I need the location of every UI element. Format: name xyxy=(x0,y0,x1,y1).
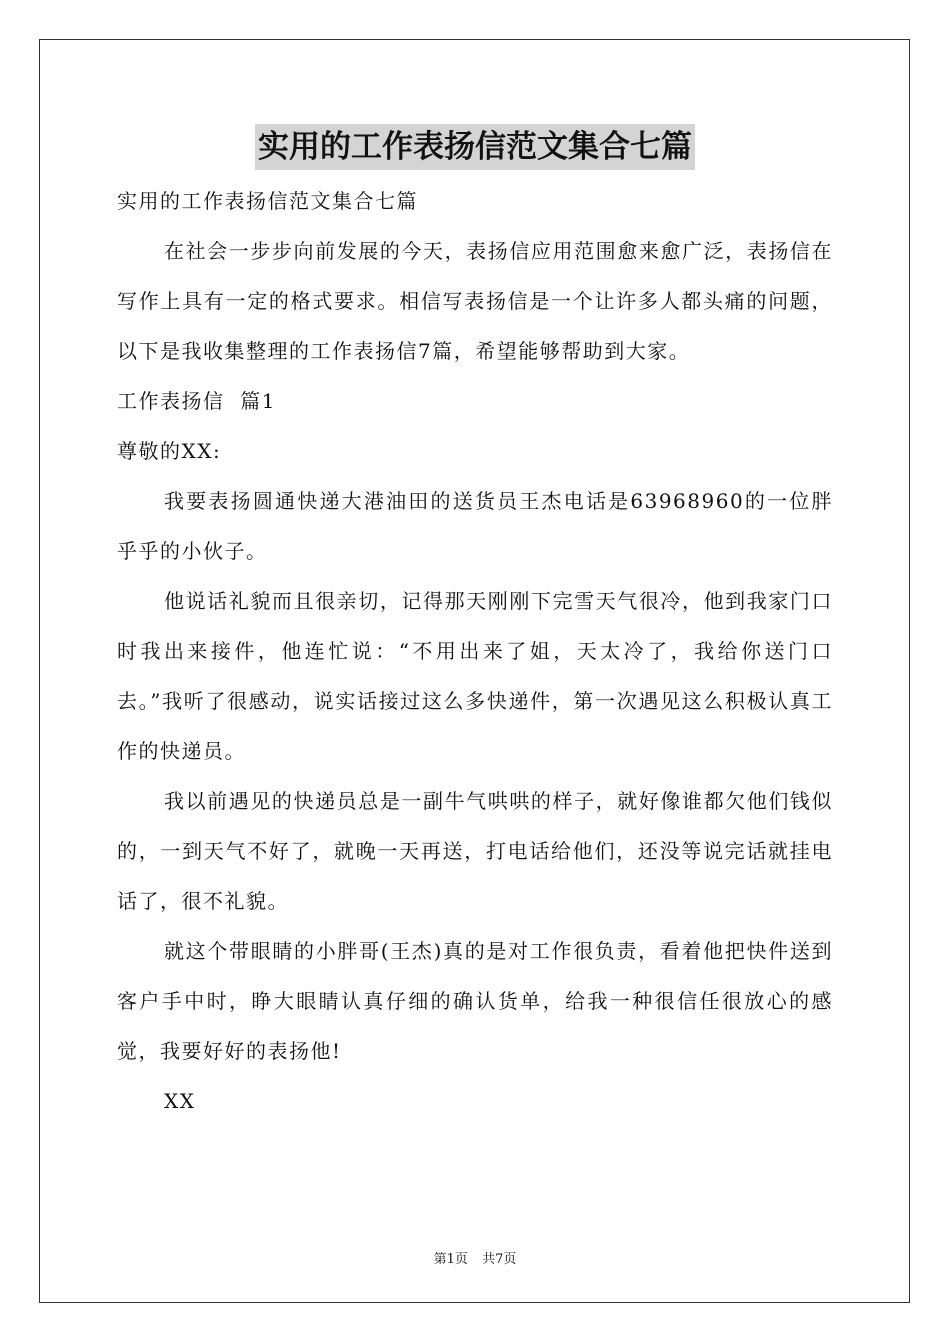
page-footer xyxy=(0,1248,950,1267)
section-heading: 工作表扬信 篇1 xyxy=(117,389,276,413)
intro-paragraph: 在社会一步步向前发展的今天，表扬信应用范围愈来愈广泛，表扬信在写作上具有一定的格式要求。相信写表扬信是一个让许多人都头痛的问题，以下是我收集整理的工作表扬信7篇，希望能够帮助到大家。 xyxy=(117,239,833,363)
page-number-current: 第1页 xyxy=(433,1252,468,1267)
body-paragraph-1: 我要表扬圆通快递大港油田的送货员王杰电话是63968960的一位胖乎乎的小伙子。 xyxy=(117,489,833,563)
body-paragraph-4: 就这个带眼睛的小胖哥(王杰)真的是对工作很负责，看着他把快件送到客户手中时，睁大眼睛认真仔细的确认货单，给我一种很信任很放心的感觉，我要好好的表扬他! xyxy=(117,939,833,1063)
document-title: 实用的工作表扬信范文集合七篇 xyxy=(255,124,695,170)
signature: XX xyxy=(164,1089,196,1113)
title-container xyxy=(0,124,950,170)
document-subtitle: 实用的工作表扬信范文集合七篇 xyxy=(117,189,418,213)
document-body xyxy=(117,176,833,1126)
body-paragraph-2: 他说话礼貌而且很亲切，记得那天刚刚下完雪天气很冷，他到我家门口时我出来接件，他连忙说：“不用出来了姐，天太冷了，我给你送门口去。”我听了很感动，说实话接过这么多快递件，第一次遇见这么积极认真工作的快递员。 xyxy=(117,589,833,763)
page-number-total: 共7页 xyxy=(482,1252,517,1267)
body-paragraph-3: 我以前遇见的快递员总是一副牛气哄哄的样子，就好像谁都欠他们钱似的，一到天气不好了，就晚一天再送，打电话给他们，还没等说完话就挂电话了，很不礼貌。 xyxy=(117,789,833,913)
salutation: 尊敬的XX: xyxy=(117,439,222,463)
